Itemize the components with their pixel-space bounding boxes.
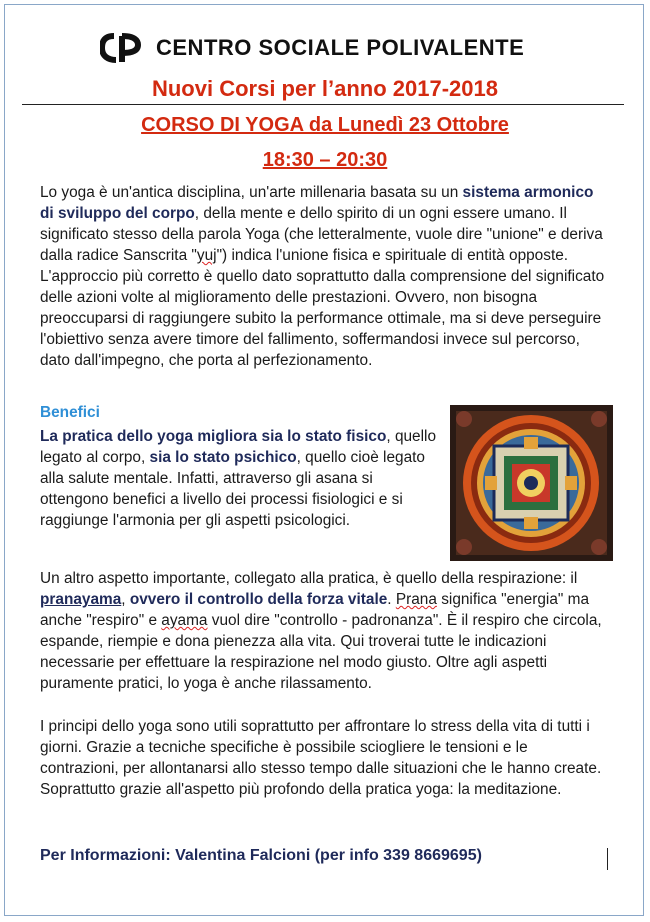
benefici-paragraph (40, 426, 440, 531)
contact-info: Per Informazioni: Valentina Falcioni (per info 339 8669695) (40, 847, 482, 864)
word-prana: Prana (395, 591, 437, 608)
benefici-bold: La pratica dello yoga migliora sia lo stato fisico (40, 428, 387, 445)
intro-text: , della mente e dello spirito di un ogni essere umano. Il significato stesso della parola Yoga (che letteralmente, vuole dire "unione" e deriva dalla radice Sanscrita " (40, 205, 603, 264)
mandala-painting (450, 405, 613, 561)
respirazione-text: significa "energia" ma anche "respiro" e (40, 591, 590, 629)
benefici-text: , quello legato al corpo, (40, 428, 437, 466)
respirazione-text: Un altro aspetto importante, collegato alla pratica, è quello della respirazione: il (40, 570, 578, 587)
intro-text: Lo yoga è un'antica disciplina, un'arte millenaria basata su un (40, 184, 463, 201)
respirazione-paragraph (40, 568, 610, 694)
pranayama-term: pranayama (40, 591, 122, 608)
divider (22, 104, 624, 105)
principi-paragraph: I principi dello yoga sono utili soprattutto per affrontare lo stress della vita di tutti i giorni. Grazie a tecniche specifiche è possibile sciogliere le tensioni e le contrazioni, per allontanarsi allo stesso tempo dalle situazioni che le hanno create. Soprattutto grazie all'aspetto più profondo della pratica yoga: la meditazione. (40, 718, 602, 798)
benefici-text: , quello cioè legato alla salute mentale. Infatti, attraverso gli asana si ottengono benefici a livello dei processi fisiologici e si raggiunge l'armonia per gli aspetti psicologici. (40, 449, 425, 529)
respirazione-text: , (121, 591, 130, 608)
benefici-bold: sia lo stato psichico (149, 449, 297, 466)
respirazione-bold: ovvero il controllo della forza vitale (129, 591, 388, 608)
word-yuj: yuj (196, 247, 217, 264)
benefici-heading: Benefici (40, 404, 100, 421)
main-title: Nuovi Corsi per l’anno 2017-2018 (151, 76, 499, 101)
intro-bold: sistema armonico di sviluppo del corpo (40, 184, 594, 222)
csp-logo-icon (100, 32, 142, 64)
respirazione-text: vuol dire "controllo - padronanza". È il respiro che circola, espande, riempie e dona pienezza alla vita. Qui troverai tutte le indicazioni necessarie per effettuare la respirazione nel modo giusto. Oltre agli aspetti puramente pratici, lo yoga è anche rilassamento. (40, 612, 602, 692)
intro-paragraph (40, 182, 610, 371)
intro-text: ") indica l'unione fisica e spirituale di entità opposte. L'approccio più corretto è quello dato soprattutto dalla comprensione del significato delle azioni volte al miglioramento delle prestazioni. Ovvero, non bisogna preoccuparsi di raggiungere subito la performance ottimale, ma si deve perseguire l'obiettivo senza avere timore del fallimento, soffermandosi invece sul percorso, dato dall'impegno, che porta al perfezionamento. (40, 247, 605, 369)
course-title: CORSO DI YOGA da Lunedì 23 Ottobre (141, 114, 509, 136)
respirazione-text: . (387, 591, 396, 608)
course-time: 18:30 – 20:30 (262, 149, 388, 171)
text-cursor (607, 848, 608, 870)
word-ayama: ayama (161, 612, 208, 629)
header (100, 30, 524, 66)
org-name: CENTRO SOCIALE POLIVALENTE (156, 35, 525, 60)
